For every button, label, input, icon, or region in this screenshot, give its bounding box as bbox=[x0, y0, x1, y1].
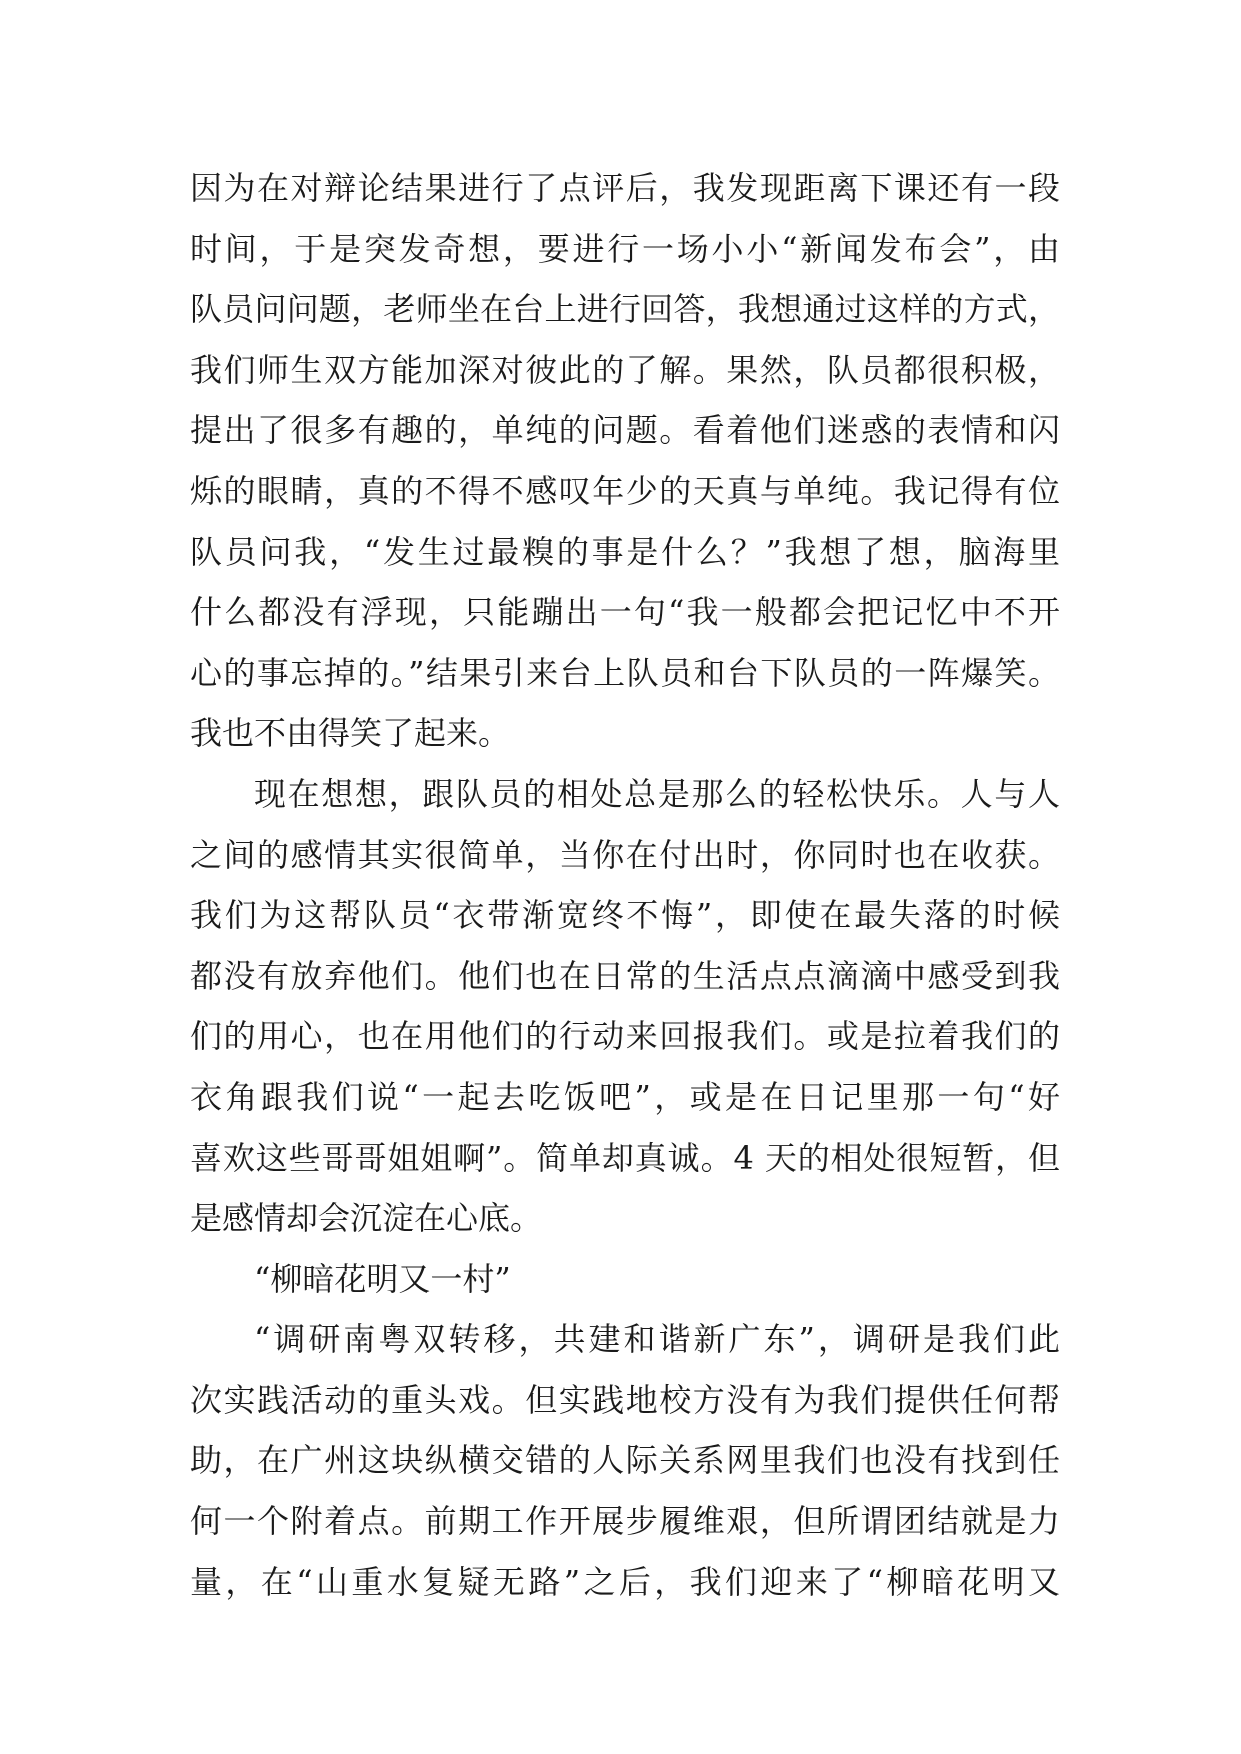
text-line: 什么都没有浮现，只能蹦出一句“我一般都会把记忆中不开 bbox=[190, 593, 1060, 632]
text-line: 都没有放弃他们。他们也在日常的生活点点滴滴中感受到我 bbox=[190, 956, 1060, 995]
text-line: 衣角跟我们说“一起去吃饭吧”，或是在日记里那一句“好 bbox=[190, 1077, 1060, 1116]
text-line: 量，在“山重水复疑无路”之后，我们迎来了“柳暗花明又 bbox=[190, 1562, 1060, 1601]
text-line: 之间的感情其实很简单，当你在付出时，你同时也在收获。 bbox=[190, 835, 1060, 874]
text-line: 烁的眼睛，真的不得不感叹年少的天真与单纯。我记得有位 bbox=[190, 471, 1060, 510]
text-line: 们的用心，也在用他们的行动来回报我们。或是拉着我们的 bbox=[190, 1017, 1060, 1056]
text-line: 助，在广州这块纵横交错的人际关系网里我们也没有找到任 bbox=[190, 1441, 1060, 1480]
text-line: 因为在对辩论结果进行了点评后，我发现距离下课还有一段 bbox=[190, 169, 1060, 207]
text-line: 我们为这帮队员“衣带渐宽终不悔”，即使在最失落的时候 bbox=[190, 896, 1060, 935]
body-text bbox=[190, 158, 1060, 1612]
text-line: 何一个附着点。前期工作开展步履维艰，但所谓团结就是力 bbox=[190, 1502, 1060, 1541]
text-line: 心的事忘掉的。”结果引来台上队员和台下队员的一阵爆笑。 bbox=[190, 653, 1060, 692]
text-line: 时间，于是突发奇想，要进行一场小小“新闻发布会”，由 bbox=[190, 229, 1060, 268]
text-line: 队员问问题，老师坐在台上进行回答，我想通过这样的方式， bbox=[190, 290, 1060, 329]
text-line: 现在想想，跟队员的相处总是那么的轻松快乐。人与人 bbox=[254, 774, 1060, 813]
text-line: 我们师生双方能加深对彼此的了解。果然，队员都很积极， bbox=[190, 350, 1060, 389]
text-line: 我也不由得笑了起来。 bbox=[190, 714, 511, 753]
text-line: 是感情却会沉淀在心底。 bbox=[190, 1199, 543, 1238]
text-line: 队员问我，“发生过最糗的事是什么？”我想了想，脑海里 bbox=[190, 532, 1060, 571]
text-line: “调研南粤双转移，共建和谐新广东”，调研是我们此 bbox=[254, 1320, 1060, 1359]
text-line: “柳暗花明又一村” bbox=[254, 1259, 511, 1298]
text-line: 喜欢这些哥哥姐姐啊”。简单却真诚。4 天的相处很短暂，但 bbox=[190, 1138, 1060, 1177]
text-line: 提出了很多有趣的，单纯的问题。看着他们迷惑的表情和闪 bbox=[190, 411, 1060, 450]
text-line: 次实践活动的重头戏。但实践地校方没有为我们提供任何帮 bbox=[190, 1380, 1060, 1419]
